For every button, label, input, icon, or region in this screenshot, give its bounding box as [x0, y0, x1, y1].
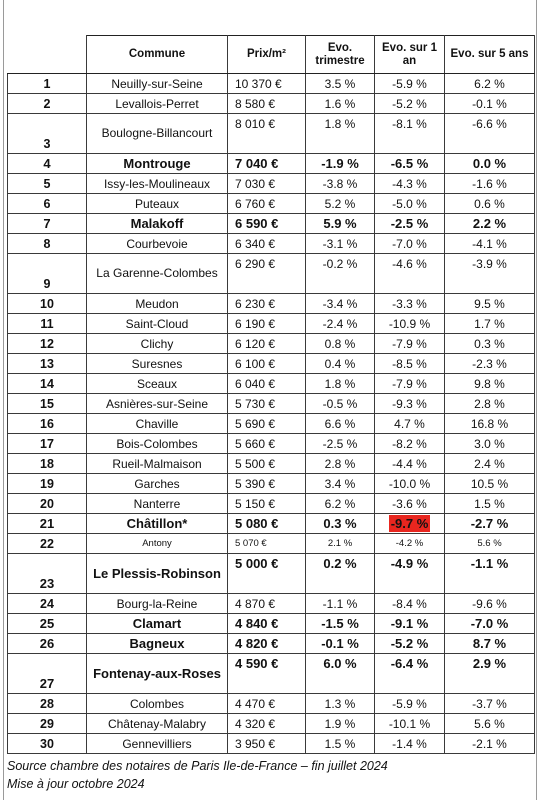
- rank-cell: 5: [8, 174, 87, 194]
- evo-trimestre-cell: 6.2 %: [306, 494, 375, 514]
- evo-5ans-cell: -1.6 %: [445, 174, 535, 194]
- price-cell: 5 730 €: [228, 394, 306, 414]
- evo-5ans-cell: 5.6 %: [445, 714, 535, 734]
- evo-trimestre-cell: 1.6 %: [306, 94, 375, 114]
- evo-trimestre-cell: 0.3 %: [306, 514, 375, 534]
- evo-trimestre-cell: 3.4 %: [306, 474, 375, 494]
- commune-cell: Boulogne-Billancourt: [87, 114, 228, 154]
- commune-cell: Châtillon*: [87, 514, 228, 534]
- evo-trimestre-cell: 1.5 %: [306, 734, 375, 754]
- table-row: [8, 734, 535, 754]
- evo-trimestre-cell: 0.8 %: [306, 334, 375, 354]
- commune-cell: Issy-les-Moulineaux: [87, 174, 228, 194]
- price-cell: 5 500 €: [228, 454, 306, 474]
- commune-cell: Neuilly-sur-Seine: [87, 74, 228, 94]
- commune-cell: Rueil-Malmaison: [87, 454, 228, 474]
- commune-cell: Asnières-sur-Seine: [87, 394, 228, 414]
- commune-cell: Gennevilliers: [87, 734, 228, 754]
- rank-cell: 29: [8, 714, 87, 734]
- evo-5ans-cell: 2.4 %: [445, 454, 535, 474]
- table-row: [8, 334, 535, 354]
- evo-1an-cell: -3.3 %: [375, 294, 445, 314]
- evo-5ans-cell: -1.1 %: [445, 554, 535, 594]
- evo-1an-cell: -6.5 %: [375, 154, 445, 174]
- evo-trimestre-cell: 1.8 %: [306, 374, 375, 394]
- evo-1an-cell: -5.2 %: [375, 94, 445, 114]
- price-cell: 8 010 €: [228, 114, 306, 154]
- evo-1an-cell: -7.9 %: [375, 334, 445, 354]
- evo-1an-cell: -10.9 %: [375, 314, 445, 334]
- rank-cell: 25: [8, 614, 87, 634]
- evo-1an-cell: -10.1 %: [375, 714, 445, 734]
- evo-5ans-cell: -6.6 %: [445, 114, 535, 154]
- commune-cell: Courbevoie: [87, 234, 228, 254]
- evo-trimestre-cell: -0.2 %: [306, 254, 375, 294]
- table-row: [8, 374, 535, 394]
- price-cell: 6 230 €: [228, 294, 306, 314]
- evo-trimestre-cell: -0.1 %: [306, 634, 375, 654]
- evo-trimestre-cell: -3.1 %: [306, 234, 375, 254]
- evo-trimestre-cell: 3.5 %: [306, 74, 375, 94]
- header-evo-5ans: Evo. sur 5 ans: [445, 36, 535, 74]
- evo-5ans-cell: 0.3 %: [445, 334, 535, 354]
- rank-cell: 19: [8, 474, 87, 494]
- evo-5ans-cell: 3.0 %: [445, 434, 535, 454]
- rank-cell: 1: [8, 74, 87, 94]
- evo-5ans-cell: 10.5 %: [445, 474, 535, 494]
- price-cell: 4 590 €: [228, 654, 306, 694]
- evo-1an-cell: -8.2 %: [375, 434, 445, 454]
- price-cell: 5 070 €: [228, 534, 306, 554]
- evo-trimestre-cell: 2.8 %: [306, 454, 375, 474]
- evo-1an-cell: -8.1 %: [375, 114, 445, 154]
- price-cell: 6 040 €: [228, 374, 306, 394]
- evo-trimestre-cell: -2.5 %: [306, 434, 375, 454]
- table-row: [8, 514, 535, 534]
- price-cell: 5 690 €: [228, 414, 306, 434]
- evo-1an-cell: -1.4 %: [375, 734, 445, 754]
- header-evo-1an: Evo. sur 1 an: [375, 36, 445, 74]
- rank-cell: 4: [8, 154, 87, 174]
- rank-cell: 18: [8, 454, 87, 474]
- evo-5ans-cell: 16.8 %: [445, 414, 535, 434]
- commune-cell: Bois-Colombes: [87, 434, 228, 454]
- table-row: [8, 454, 535, 474]
- rank-cell: 28: [8, 694, 87, 714]
- header-row: [8, 36, 535, 74]
- evo-5ans-cell: -9.6 %: [445, 594, 535, 614]
- price-cell: 5 150 €: [228, 494, 306, 514]
- footer-source: Source chambre des notaires de Paris Ile-de-France – fin juillet 2024: [7, 759, 388, 773]
- table-row: [8, 474, 535, 494]
- table-row: [8, 714, 535, 734]
- table-row: [8, 614, 535, 634]
- price-cell: 8 580 €: [228, 94, 306, 114]
- commune-cell: Châtenay-Malabry: [87, 714, 228, 734]
- rank-cell: 17: [8, 434, 87, 454]
- price-cell: 6 100 €: [228, 354, 306, 374]
- table-row: [8, 414, 535, 434]
- table-row: [8, 634, 535, 654]
- evo-5ans-cell: 0.0 %: [445, 154, 535, 174]
- evo-5ans-cell: 8.7 %: [445, 634, 535, 654]
- rank-cell: 2: [8, 94, 87, 114]
- price-cell: 4 870 €: [228, 594, 306, 614]
- commune-cell: Bagneux: [87, 634, 228, 654]
- rank-cell: 21: [8, 514, 87, 534]
- rank-cell: 14: [8, 374, 87, 394]
- price-cell: 7 030 €: [228, 174, 306, 194]
- rank-cell: 13: [8, 354, 87, 374]
- table-row: [8, 354, 535, 374]
- rank-cell: 27: [8, 654, 87, 694]
- rank-cell: 22: [8, 534, 87, 554]
- evo-trimestre-cell: 5.9 %: [306, 214, 375, 234]
- table-row: [8, 74, 535, 94]
- price-cell: 6 290 €: [228, 254, 306, 294]
- evo-5ans-cell: 6.2 %: [445, 74, 535, 94]
- evo-trimestre-cell: -1.1 %: [306, 594, 375, 614]
- evo-5ans-cell: 0.6 %: [445, 194, 535, 214]
- rank-cell: 6: [8, 194, 87, 214]
- evo-trimestre-cell: 1.3 %: [306, 694, 375, 714]
- evo-1an-cell: -2.5 %: [375, 214, 445, 234]
- evo-1an-cell: -4.4 %: [375, 454, 445, 474]
- commune-cell: Fontenay-aux-Roses: [87, 654, 228, 694]
- evo-5ans-cell: -2.1 %: [445, 734, 535, 754]
- evo-5ans-cell: -4.1 %: [445, 234, 535, 254]
- rank-cell: 8: [8, 234, 87, 254]
- rank-cell: 9: [8, 254, 87, 294]
- evo-trimestre-cell: -1.5 %: [306, 614, 375, 634]
- evo-1an-cell: -4.6 %: [375, 254, 445, 294]
- evo-trimestre-cell: 1.9 %: [306, 714, 375, 734]
- price-cell: 5 660 €: [228, 434, 306, 454]
- table-row: [8, 434, 535, 454]
- evo-1an-cell: -3.6 %: [375, 494, 445, 514]
- evo-1an-cell: -4.3 %: [375, 174, 445, 194]
- evo-trimestre-cell: -3.4 %: [306, 294, 375, 314]
- evo-5ans-cell: -3.7 %: [445, 694, 535, 714]
- evo-1an-cell: -4.9 %: [375, 554, 445, 594]
- header-evo-trimestre: Evo. trimestre: [306, 36, 375, 74]
- evo-1an-cell: -5.9 %: [375, 694, 445, 714]
- header-prix: Prix/m²: [228, 36, 306, 74]
- evo-1an-cell: -5.0 %: [375, 194, 445, 214]
- commune-cell: Bourg-la-Reine: [87, 594, 228, 614]
- evo-trimestre-cell: 6.6 %: [306, 414, 375, 434]
- price-table: [7, 35, 535, 754]
- table-row: [8, 594, 535, 614]
- price-cell: 6 760 €: [228, 194, 306, 214]
- evo-trimestre-cell: -0.5 %: [306, 394, 375, 414]
- rank-cell: 15: [8, 394, 87, 414]
- price-cell: 5 000 €: [228, 554, 306, 594]
- evo-trimestre-cell: -3.8 %: [306, 174, 375, 194]
- table-row: [8, 694, 535, 714]
- evo-5ans-cell: 9.5 %: [445, 294, 535, 314]
- footer-update: Mise à jour octobre 2024: [7, 777, 145, 791]
- commune-cell: La Garenne-Colombes: [87, 254, 228, 294]
- evo-5ans-cell: -3.9 %: [445, 254, 535, 294]
- evo-5ans-cell: 1.5 %: [445, 494, 535, 514]
- table-row: [8, 494, 535, 514]
- price-cell: 7 040 €: [228, 154, 306, 174]
- commune-cell: Nanterre: [87, 494, 228, 514]
- rank-cell: 23: [8, 554, 87, 594]
- highlighted-value: -9.7 %: [390, 515, 429, 531]
- price-cell: 6 190 €: [228, 314, 306, 334]
- commune-cell: Sceaux: [87, 374, 228, 394]
- commune-cell: Levallois-Perret: [87, 94, 228, 114]
- commune-cell: Le Plessis-Robinson: [87, 554, 228, 594]
- evo-5ans-cell: 2.8 %: [445, 394, 535, 414]
- evo-trimestre-cell: 6.0 %: [306, 654, 375, 694]
- evo-1an-cell: -9.3 %: [375, 394, 445, 414]
- table-row: [8, 154, 535, 174]
- rank-cell: 7: [8, 214, 87, 234]
- evo-1an-cell: -7.0 %: [375, 234, 445, 254]
- evo-trimestre-cell: -1.9 %: [306, 154, 375, 174]
- price-cell: 6 120 €: [228, 334, 306, 354]
- table-row: [8, 114, 535, 154]
- commune-cell: Colombes: [87, 694, 228, 714]
- evo-trimestre-cell: 1.8 %: [306, 114, 375, 154]
- evo-1an-cell: -7.9 %: [375, 374, 445, 394]
- commune-cell: Chaville: [87, 414, 228, 434]
- evo-trimestre-cell: -2.4 %: [306, 314, 375, 334]
- rank-cell: 26: [8, 634, 87, 654]
- commune-cell: Clichy: [87, 334, 228, 354]
- rank-cell: 11: [8, 314, 87, 334]
- evo-5ans-cell: -2.7 %: [445, 514, 535, 534]
- table-row: [8, 294, 535, 314]
- commune-cell: Meudon: [87, 294, 228, 314]
- rank-cell: 24: [8, 594, 87, 614]
- rank-cell: 3: [8, 114, 87, 154]
- table-row: [8, 314, 535, 334]
- evo-1an-cell: -4.2 %: [375, 534, 445, 554]
- commune-cell: Suresnes: [87, 354, 228, 374]
- rank-cell: 20: [8, 494, 87, 514]
- table-row: [8, 534, 535, 554]
- evo-1an-cell: -9.1 %: [375, 614, 445, 634]
- commune-cell: Puteaux: [87, 194, 228, 214]
- evo-1an-cell: -8.5 %: [375, 354, 445, 374]
- evo-5ans-cell: 2.9 %: [445, 654, 535, 694]
- table-row: [8, 194, 535, 214]
- evo-1an-cell: -6.4 %: [375, 654, 445, 694]
- table-row: [8, 214, 535, 234]
- price-cell: 4 840 €: [228, 614, 306, 634]
- commune-cell: Saint-Cloud: [87, 314, 228, 334]
- evo-trimestre-cell: 0.2 %: [306, 554, 375, 594]
- evo-5ans-cell: 5.6 %: [445, 534, 535, 554]
- table-row: [8, 174, 535, 194]
- evo-1an-cell: -10.0 %: [375, 474, 445, 494]
- evo-trimestre-cell: 5.2 %: [306, 194, 375, 214]
- commune-cell: Malakoff: [87, 214, 228, 234]
- evo-1an-cell: -8.4 %: [375, 594, 445, 614]
- price-cell: 4 820 €: [228, 634, 306, 654]
- evo-5ans-cell: 9.8 %: [445, 374, 535, 394]
- table-row: [8, 94, 535, 114]
- rank-cell: 12: [8, 334, 87, 354]
- evo-5ans-cell: -7.0 %: [445, 614, 535, 634]
- price-cell: 6 340 €: [228, 234, 306, 254]
- price-cell: 4 470 €: [228, 694, 306, 714]
- evo-5ans-cell: -2.3 %: [445, 354, 535, 374]
- header-commune: Commune: [87, 36, 228, 74]
- rank-cell: 30: [8, 734, 87, 754]
- evo-5ans-cell: 2.2 %: [445, 214, 535, 234]
- price-cell: 6 590 €: [228, 214, 306, 234]
- evo-5ans-cell: -0.1 %: [445, 94, 535, 114]
- price-cell: 5 390 €: [228, 474, 306, 494]
- commune-cell: Montrouge: [87, 154, 228, 174]
- price-cell: 4 320 €: [228, 714, 306, 734]
- commune-cell: Clamart: [87, 614, 228, 634]
- price-cell: 3 950 €: [228, 734, 306, 754]
- evo-1an-cell: -5.9 %: [375, 74, 445, 94]
- evo-1an-cell: 4.7 %: [375, 414, 445, 434]
- evo-5ans-cell: 1.7 %: [445, 314, 535, 334]
- table-row: [8, 654, 535, 694]
- price-cell: 5 080 €: [228, 514, 306, 534]
- rank-cell: 10: [8, 294, 87, 314]
- commune-cell: Antony: [87, 534, 228, 554]
- table-row: [8, 394, 535, 414]
- evo-1an-cell: [375, 514, 445, 534]
- price-cell: 10 370 €: [228, 74, 306, 94]
- rank-cell: 16: [8, 414, 87, 434]
- evo-1an-cell: -5.2 %: [375, 634, 445, 654]
- table-row: [8, 234, 535, 254]
- table-row: [8, 554, 535, 594]
- commune-cell: Garches: [87, 474, 228, 494]
- table-row: [8, 254, 535, 294]
- header-rank: [8, 36, 87, 74]
- evo-trimestre-cell: 0.4 %: [306, 354, 375, 374]
- evo-trimestre-cell: 2.1 %: [306, 534, 375, 554]
